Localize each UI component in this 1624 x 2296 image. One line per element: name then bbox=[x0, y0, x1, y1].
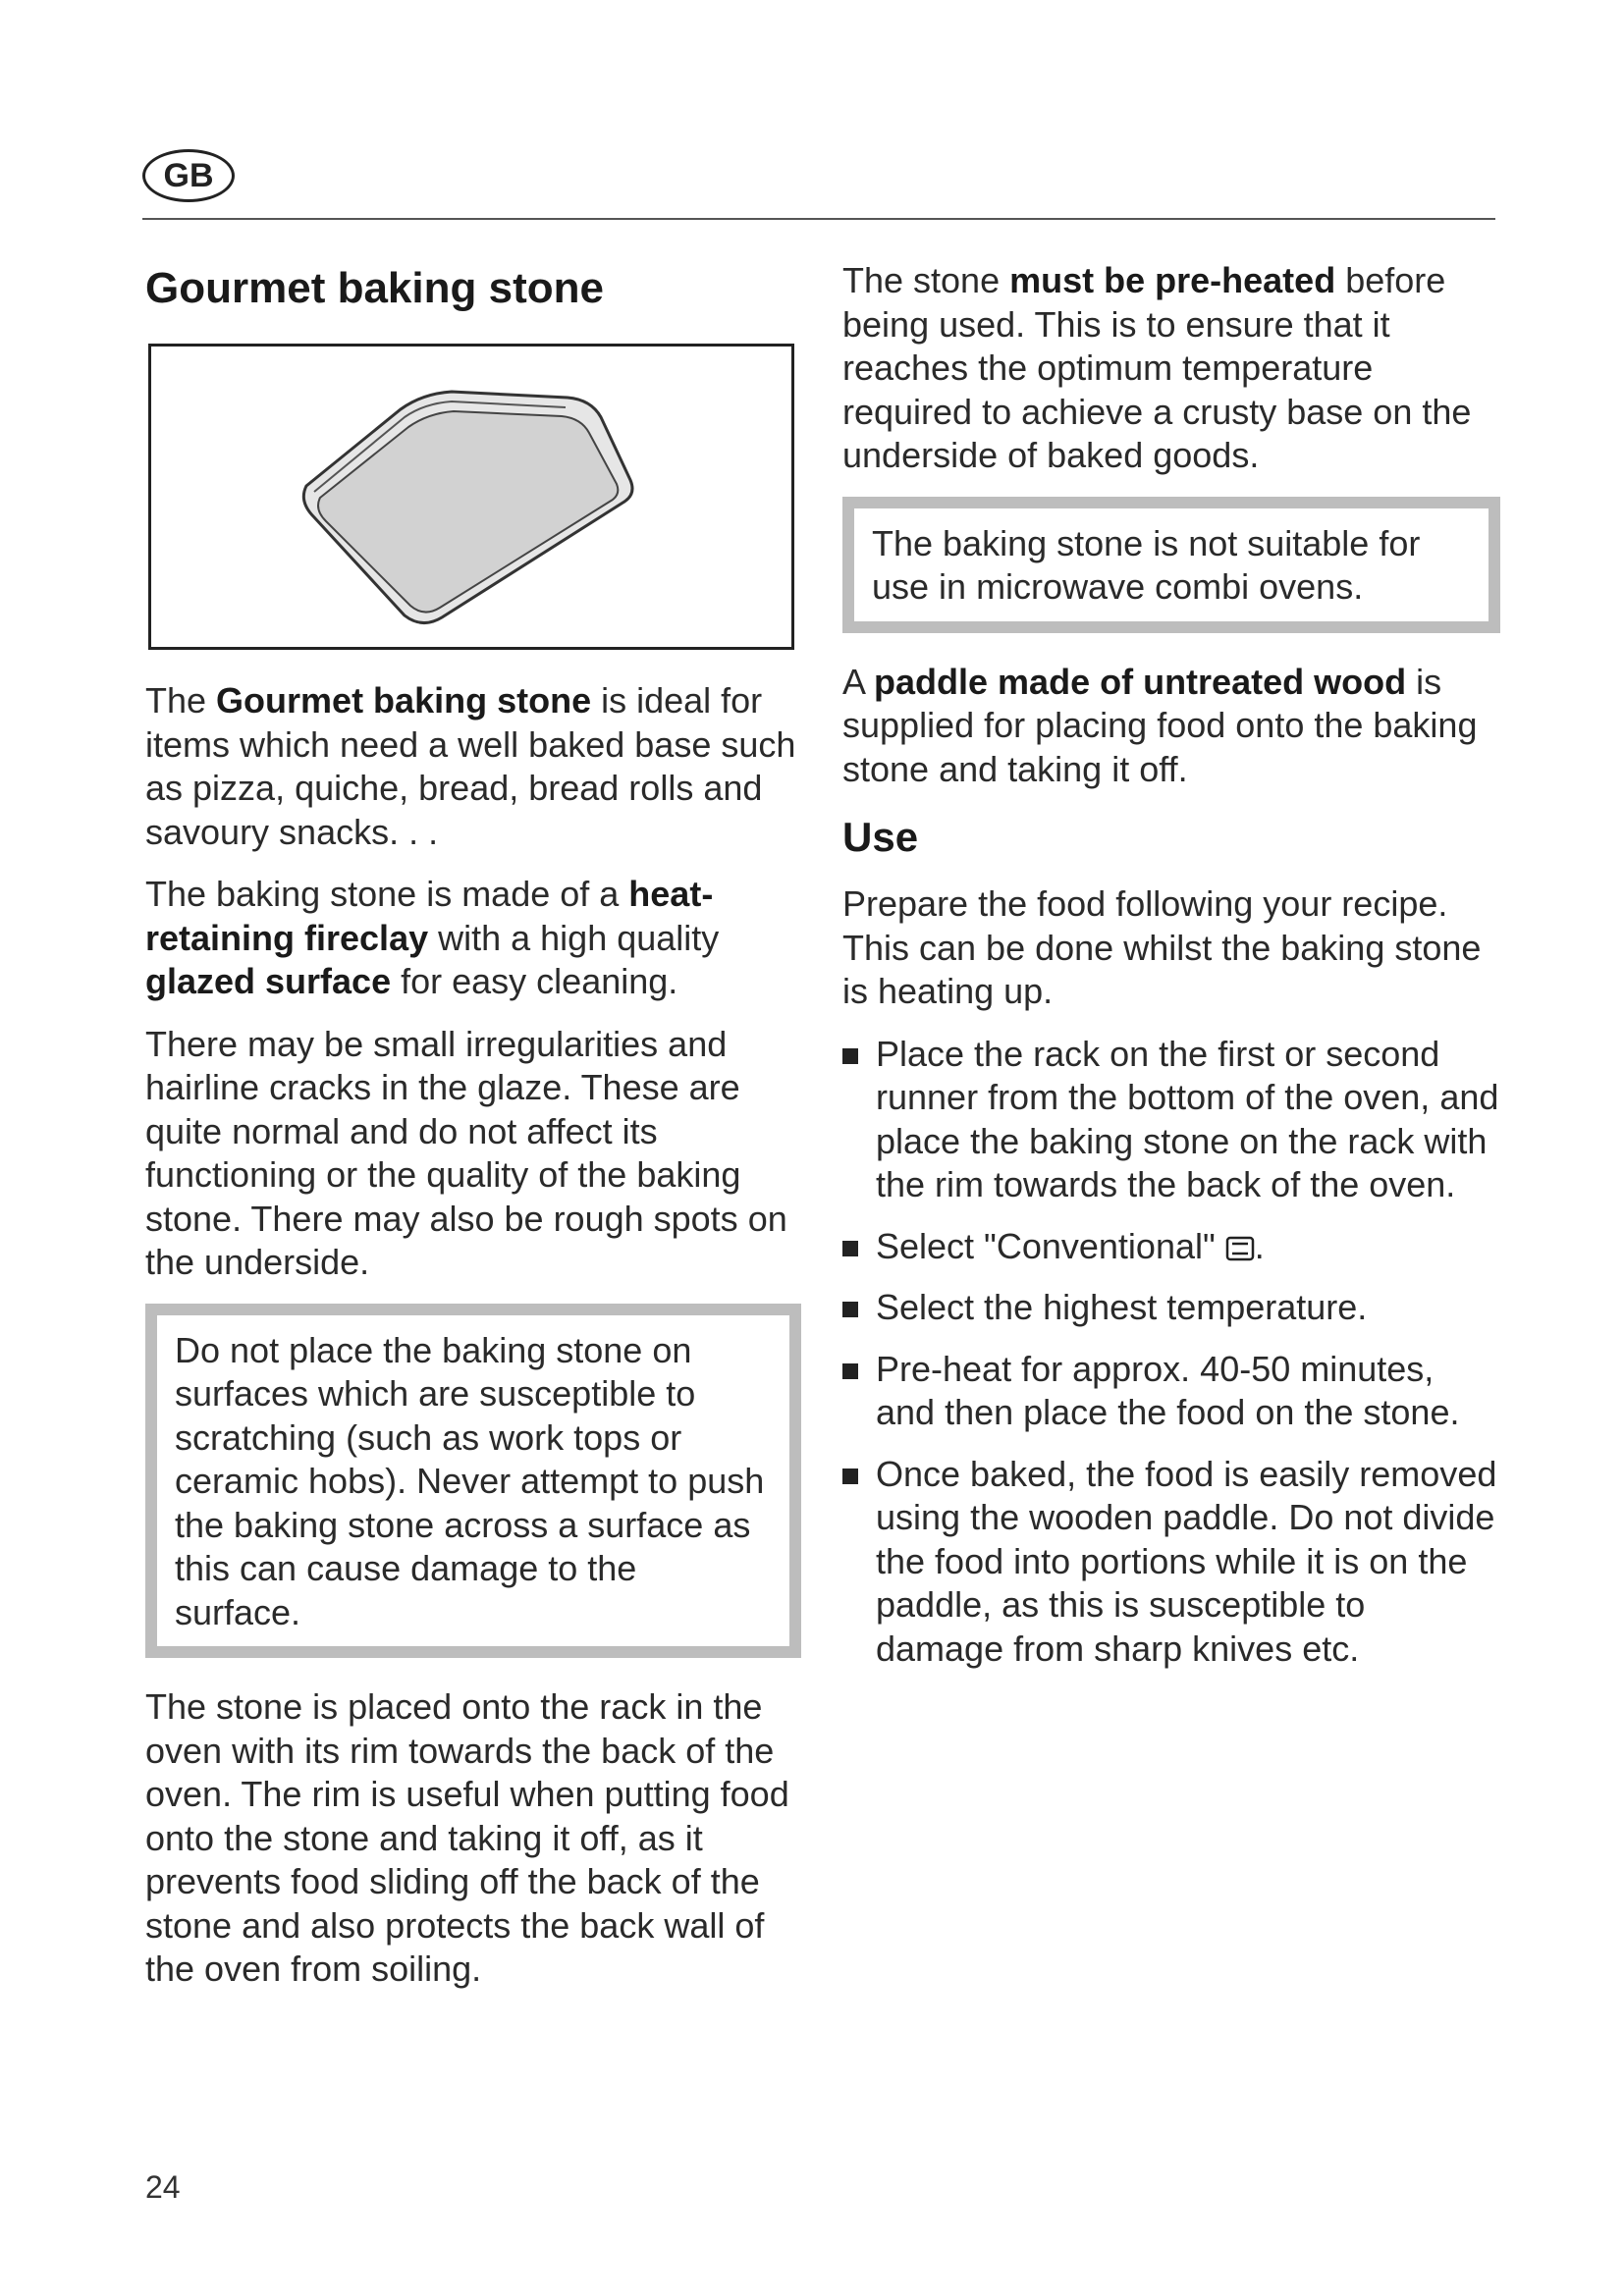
header-divider bbox=[142, 218, 1495, 220]
page-number: 24 bbox=[145, 2169, 181, 2205]
warning-note-text: Do not place the baking stone on surfaces which are susceptible to scratching (such as work tops or ceramic hobs). Never attempt to push the baking stone across a surface as this can cause damage to the surface. bbox=[175, 1329, 765, 1632]
left-column bbox=[145, 259, 801, 2010]
preheat-paragraph: The stone must be pre-heated before being used. This is to ensure that it reaches the optimum temperature required to achieve a crusty base on the underside of baked goods. bbox=[842, 260, 1472, 475]
list-item: Once baked, the food is easily removed using the wooden paddle. Do not divide the food into portions while it is on the paddle, as this is susceptible to damage from sharp knives etc. bbox=[842, 1453, 1500, 1672]
country-code: GB bbox=[163, 156, 214, 194]
placement-paragraph: The stone is placed onto the rack in the oven with its rim towards the back of the oven. The rim is useful when putting food onto the stone and taking it off, as it prevents food sliding off the back of the stone and also protects the back wall of the oven from soiling. bbox=[145, 1686, 789, 1989]
list-item: Select "Conventional" . bbox=[842, 1225, 1500, 1269]
list-item: Place the rack on the first or second runner from the bottom of the oven, and place the baking stone on the rack with the rim towards the back of the oven. bbox=[842, 1033, 1500, 1207]
list-item: Select the highest temperature. bbox=[842, 1286, 1500, 1330]
conventional-heat-icon bbox=[1225, 1236, 1255, 1261]
warning-note-box bbox=[145, 1304, 801, 1659]
paddle-paragraph: A paddle made of untreated wood is supplied for placing food onto the baking stone and taking it off. bbox=[842, 661, 1478, 789]
use-steps-list bbox=[842, 1033, 1500, 1672]
microwave-note-text: The baking stone is not suitable for use in microwave combi ovens. bbox=[872, 522, 1421, 607]
bullet-square-icon bbox=[842, 1468, 858, 1484]
bullet-square-icon bbox=[842, 1048, 858, 1064]
baking-stone-figure bbox=[148, 344, 794, 650]
country-badge bbox=[142, 149, 235, 202]
use-heading: Use bbox=[842, 814, 919, 860]
material-paragraph: The baking stone is made of a heat-retaining fireclay with a high quality glazed surface for easy cleaning. bbox=[145, 874, 720, 1001]
bullet-square-icon bbox=[842, 1363, 858, 1379]
right-column bbox=[842, 259, 1500, 1688]
bullet-square-icon bbox=[842, 1302, 858, 1317]
bullet-square-icon bbox=[842, 1241, 858, 1256]
microwave-note-box bbox=[842, 497, 1500, 633]
intro-paragraph: The Gourmet baking stone is ideal for items which need a well baked base such as pizza, quiche, bread, bread rolls and savoury snacks. . . bbox=[145, 680, 796, 852]
page-title: Gourmet baking stone bbox=[145, 264, 604, 312]
baking-stone-illustration bbox=[275, 354, 668, 639]
irregularities-paragraph: There may be small irregularities and hairline cracks in the glaze. These are quite normal and do not affect its functioning or the quality of the baking stone. There may also be rough spots on the underside. bbox=[145, 1023, 787, 1282]
prepare-paragraph: Prepare the food following your recipe. This can be done whilst the baking stone is heating up. bbox=[842, 883, 1482, 1011]
list-item: Pre-heat for approx. 40-50 minutes, and then place the food on the stone. bbox=[842, 1348, 1500, 1435]
